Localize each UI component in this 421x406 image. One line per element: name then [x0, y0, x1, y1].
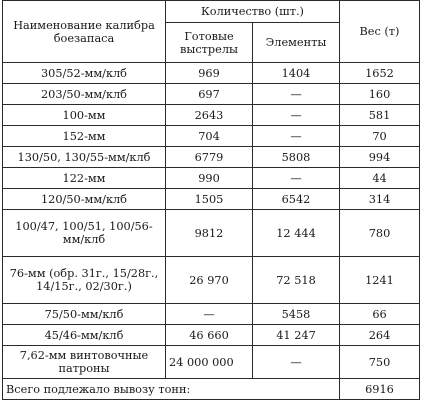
weight-cell: 44 [340, 168, 420, 189]
elements-cell: 12 444 [253, 210, 340, 257]
table-header [3, 1, 420, 63]
ready-cell: 697 [166, 84, 253, 105]
caliber-cell: 7,62-мм винтовочные патроны [3, 346, 166, 379]
ready-cell: 704 [166, 126, 253, 147]
ready-cell: 46 660 [166, 325, 253, 346]
ready-cell: 2643 [166, 105, 253, 126]
elements-cell: — [253, 346, 340, 379]
elements-cell: 5808 [253, 147, 340, 168]
caliber-cell: 130/50, 130/55-мм/клб [3, 147, 166, 168]
table-row [3, 84, 420, 105]
ammunition-table [2, 0, 420, 400]
total-row [3, 379, 420, 400]
elements-cell: — [253, 126, 340, 147]
elements-cell: 5458 [253, 304, 340, 325]
caliber-cell: 100-мм [3, 105, 166, 126]
header-elements: Элементы [253, 23, 340, 63]
weight-cell: 314 [340, 189, 420, 210]
ready-cell: 1505 [166, 189, 253, 210]
weight-cell: 1652 [340, 63, 420, 84]
weight-cell: 750 [340, 346, 420, 379]
total-label: Всего подлежало вывозу тонн: [3, 379, 340, 400]
elements-cell: 41 247 [253, 325, 340, 346]
table-row [3, 210, 420, 257]
header-weight: Вес (т) [340, 1, 420, 63]
elements-cell: 6542 [253, 189, 340, 210]
table-row [3, 147, 420, 168]
caliber-cell: 122-мм [3, 168, 166, 189]
weight-cell: 66 [340, 304, 420, 325]
table-row [3, 168, 420, 189]
elements-cell: — [253, 105, 340, 126]
elements-cell: 72 518 [253, 257, 340, 304]
caliber-cell: 76-мм (обр. 31г., 15/28г., 14/15г., 02/30г.) [3, 257, 166, 304]
table-row [3, 63, 420, 84]
table-row [3, 304, 420, 325]
weight-cell: 581 [340, 105, 420, 126]
ready-cell: 24 000 000 [166, 346, 253, 379]
table-row [3, 346, 420, 379]
caliber-cell: 75/50-мм/клб [3, 304, 166, 325]
weight-cell: 264 [340, 325, 420, 346]
weight-cell: 994 [340, 147, 420, 168]
caliber-cell: 120/50-мм/клб [3, 189, 166, 210]
ready-cell: 26 970 [166, 257, 253, 304]
weight-cell: 1241 [340, 257, 420, 304]
weight-cell: 780 [340, 210, 420, 257]
caliber-cell: 100/47, 100/51, 100/56-мм/клб [3, 210, 166, 257]
table-row [3, 325, 420, 346]
elements-cell: — [253, 84, 340, 105]
ready-cell: 969 [166, 63, 253, 84]
table-row [3, 105, 420, 126]
ready-cell: 6779 [166, 147, 253, 168]
header-ready-shots: Готовые выстрелы [166, 23, 253, 63]
table-row [3, 257, 420, 304]
header-quantity: Количество (шт.) [166, 1, 340, 23]
caliber-cell: 203/50-мм/клб [3, 84, 166, 105]
caliber-cell: 45/46-мм/клб [3, 325, 166, 346]
caliber-cell: 152-мм [3, 126, 166, 147]
elements-cell: — [253, 168, 340, 189]
weight-cell: 70 [340, 126, 420, 147]
header-name: Наименование калибра боезапаса [3, 1, 166, 63]
weight-cell: 160 [340, 84, 420, 105]
table-row [3, 126, 420, 147]
table-body [3, 63, 420, 400]
ready-cell: 9812 [166, 210, 253, 257]
elements-cell: 1404 [253, 63, 340, 84]
total-weight: 6916 [340, 379, 420, 400]
ready-cell: 990 [166, 168, 253, 189]
caliber-cell: 305/52-мм/клб [3, 63, 166, 84]
table-row [3, 189, 420, 210]
ready-cell: — [166, 304, 253, 325]
